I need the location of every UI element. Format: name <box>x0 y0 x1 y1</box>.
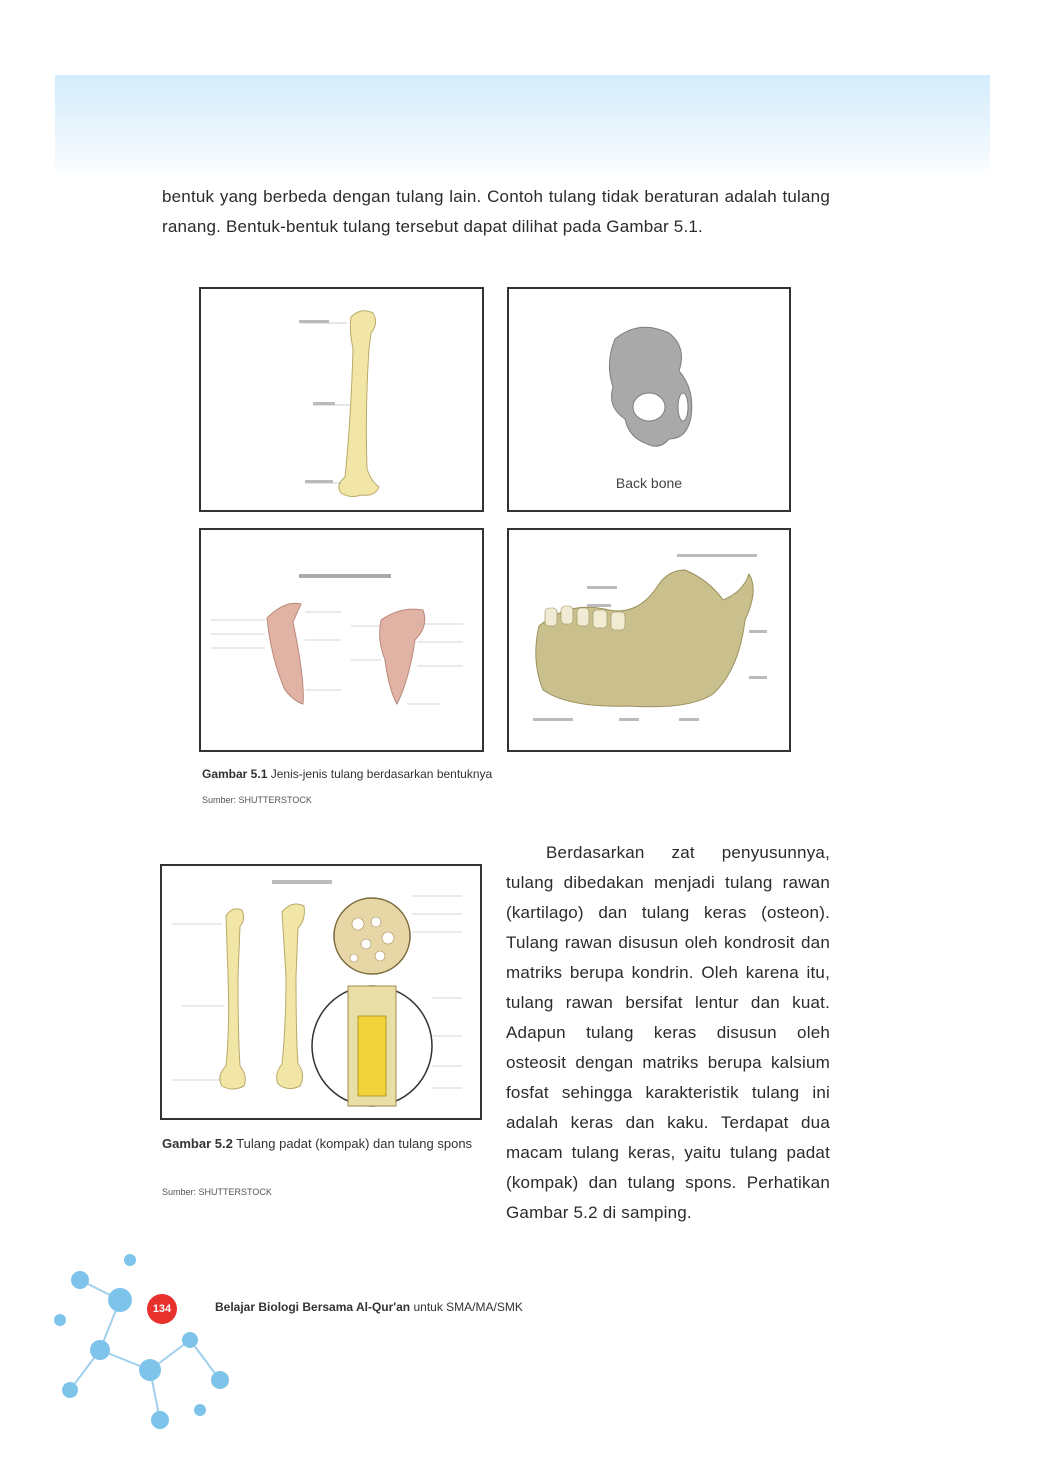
body-paragraph <box>506 838 830 1228</box>
figure-5-1-caption <box>202 767 492 781</box>
back-bone-label: Back bone <box>615 475 683 491</box>
mandible-illustration <box>509 530 791 752</box>
figure-5-1-label: Gambar 5.1 <box>202 767 268 781</box>
figure-mandible-panel <box>507 528 791 752</box>
bone-structure-illustration <box>162 866 482 1120</box>
body-text: Berdasarkan zat penyusunnya, tulang dibedakan menjadi tulang rawan (kartilago) dan tulang keras (osteon). Tulang rawan disusun oleh kondrosit dan matriks berupa kondrin. Oleh karena itu, tulang rawan bersifat lentur dan kuat. Adapun tulang keras disusun oleh osteosit dengan matriks berupa kalsium fosfat sehingga karakteristik tulang ini adalah keras dan kaku. Terdapat dua macam tulang keras, yaitu tulang padat (kompak) dan tulang spons. Perhatikan Gambar 5.2 di samping. <box>506 843 830 1222</box>
figure-5-2-source: Sumber: SHUTTERSTOCK <box>162 1187 272 1197</box>
scapula-illustration <box>201 530 484 752</box>
molecule-decoration <box>40 1240 250 1440</box>
page-number-badge: 134 <box>147 1294 177 1324</box>
figure-5-2-text: Tulang padat (kompak) dan tulang spons <box>236 1136 473 1151</box>
footer-title-main: Belajar Biologi Bersama Al-Qur'an <box>215 1300 411 1314</box>
footer-title-suffix: untuk SMA/MA/SMK <box>413 1300 523 1314</box>
figure-5-2-label: Gambar 5.2 <box>162 1136 233 1151</box>
header-band <box>55 75 990 180</box>
figure-5-1-source: Sumber: SHUTTERSTOCK <box>202 795 312 805</box>
intro-text: bentuk yang berbeda dengan tulang lain. Contoh tulang tidak beraturan adalah tulang ranang. Bentuk-bentuk tulang tersebut dapat dilihat pada Gambar 5.1. <box>162 187 830 236</box>
figure-scapula-panel <box>199 528 484 752</box>
intro-paragraph <box>162 182 830 242</box>
figure-bone-structure-panel <box>160 864 482 1120</box>
figure-5-2-caption <box>162 1134 482 1154</box>
figure-femur-panel <box>199 287 484 512</box>
figure-hip-panel <box>507 287 791 512</box>
footer-book-title <box>215 1300 523 1314</box>
femur-illustration <box>201 289 484 512</box>
figure-5-1-text: Jenis-jenis tulang berdasarkan bentuknya <box>270 767 493 781</box>
